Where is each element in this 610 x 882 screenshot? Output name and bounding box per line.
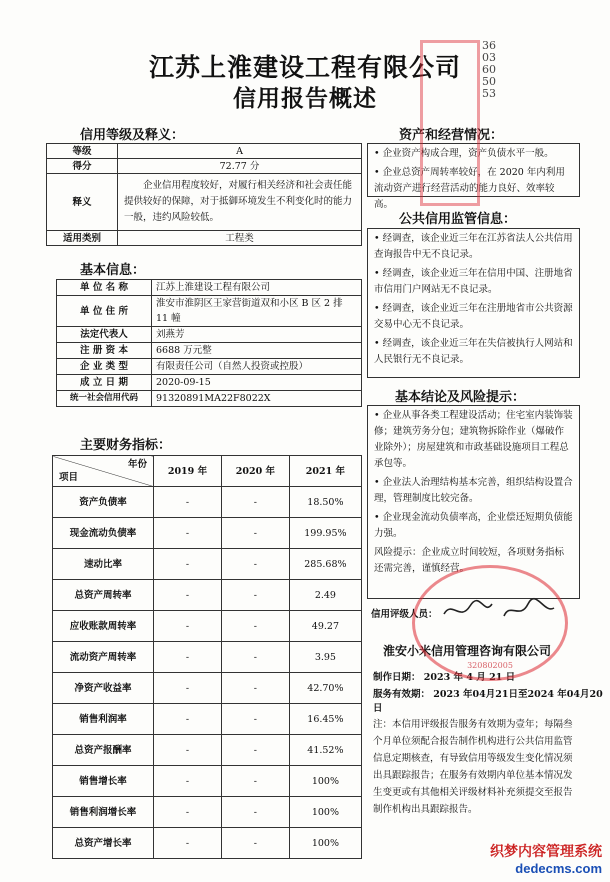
finance-header-row bbox=[53, 456, 362, 487]
category-value: 工程类 bbox=[118, 231, 362, 246]
public-item: • 经调查，该企业近三年在江苏省法人公共信用查询报告中无不良记录。 bbox=[374, 233, 573, 260]
value-2019: - bbox=[154, 487, 222, 518]
risk-note: 风险提示：企业成立时间较短，各项财务指标还需完善，谨慎经营。 bbox=[374, 547, 565, 574]
public-section-title: 公共信用监管信息： bbox=[399, 212, 517, 227]
value-2021: 100% bbox=[289, 797, 361, 828]
value-2021: 100% bbox=[289, 766, 361, 797]
metric-name: 销售利润增长率 bbox=[53, 797, 154, 828]
seal-code: 320802005 bbox=[467, 661, 513, 670]
value-2019: - bbox=[154, 766, 222, 797]
finance-table bbox=[52, 455, 362, 859]
value-2020: - bbox=[221, 797, 289, 828]
table-row bbox=[53, 611, 362, 642]
metric-name: 总资产增长率 bbox=[53, 828, 154, 859]
basic-value: 6688 万元整 bbox=[152, 343, 362, 359]
table-row bbox=[53, 828, 362, 859]
table-row bbox=[53, 766, 362, 797]
table-row bbox=[53, 580, 362, 611]
basic-value: 2020-09-15 bbox=[152, 375, 362, 391]
value-2019: - bbox=[154, 642, 222, 673]
value-2020: - bbox=[221, 673, 289, 704]
year-header: 2021 年 bbox=[289, 456, 361, 487]
basic-label: 统一社会信用代码 bbox=[57, 391, 152, 407]
value-2021: 49.27 bbox=[289, 611, 361, 642]
score-value: 72.77 分 bbox=[118, 159, 362, 174]
conclusion-item: • 企业从事各类工程建设活动；住宅室内装饰装修；建筑劳务分包；建筑物拆除作业（爆破作业除外）；房屋建筑和市政基础设施项目工程总承包等。 bbox=[374, 410, 573, 469]
value-2021: 199.95% bbox=[289, 518, 361, 549]
watermark-line1: 织梦内容管理系统 bbox=[490, 843, 602, 859]
conclusion-item: • 企业现金流动负债率高，企业偿还短期负债能力强。 bbox=[374, 512, 573, 539]
watermark bbox=[490, 841, 602, 876]
basic-row bbox=[57, 327, 362, 343]
table-row bbox=[53, 518, 362, 549]
service-note: 注：本信用评级报告服务有效期为壹年；每隔叁个月单位须配合报告制作机构进行公共信用监管信息定期核查，有导致信用等级发生变化情况须出具跟踪报告；在服务有效期内单位基本情况发生变更或有其他相关评级材料补充须提交至报告制作机构出具跟踪报告。 bbox=[373, 719, 573, 815]
value-2021: 18.50% bbox=[289, 487, 361, 518]
score-row bbox=[47, 159, 362, 174]
metric-name: 速动比率 bbox=[53, 549, 154, 580]
basic-label: 单 位 住 所 bbox=[57, 296, 152, 327]
value-2020: - bbox=[221, 766, 289, 797]
public-item: • 经调查，该企业近三年在注册地省市公共资源交易中心无不良记录。 bbox=[374, 303, 573, 330]
service-period: 服务有效期： 2023 年04月21日至2024 年04月20日 bbox=[373, 689, 603, 714]
vertical-stamp bbox=[420, 40, 480, 206]
basic-row bbox=[57, 359, 362, 375]
value-2019: - bbox=[154, 797, 222, 828]
meaning-row bbox=[47, 174, 362, 231]
agency-name: 淮安小米信用管理咨询有限公司 bbox=[383, 644, 552, 658]
meaning-value: 企业信用程度较好，对履行相关经济和社会责任能提供较好的保障，对于抵御环境发生不利变化时的能力一般，违约风险较低。 bbox=[118, 174, 362, 231]
value-2021: 42.70% bbox=[289, 673, 361, 704]
metric-name: 总资产周转率 bbox=[53, 580, 154, 611]
basic-section-title: 基本信息： bbox=[80, 263, 146, 278]
value-2020: - bbox=[221, 611, 289, 642]
basic-info-table bbox=[56, 279, 362, 407]
value-2019: - bbox=[154, 735, 222, 766]
table-row bbox=[53, 673, 362, 704]
grade-row bbox=[47, 144, 362, 159]
score-label: 得分 bbox=[47, 159, 118, 174]
value-2020: - bbox=[221, 518, 289, 549]
basic-value: 91320891MA22F8022X bbox=[152, 391, 362, 407]
table-row bbox=[53, 642, 362, 673]
basic-label: 企 业 类 型 bbox=[57, 359, 152, 375]
finance-header-corner bbox=[53, 456, 154, 487]
finance-section-title: 主要财务指标： bbox=[80, 438, 172, 453]
basic-value: 淮安市淮阴区王家营街道双和小区 B 区 2 排 11 幢 bbox=[152, 296, 362, 327]
basic-label: 成 立 日 期 bbox=[57, 375, 152, 391]
report-title: 信用报告概述 bbox=[233, 85, 377, 112]
assets-item: • 企业资产构成合理，资产负债水平一般。 bbox=[374, 148, 554, 159]
header-item-label: 项目 bbox=[59, 472, 79, 483]
value-2019: - bbox=[154, 828, 222, 859]
metric-name: 净资产收益率 bbox=[53, 673, 154, 704]
value-2019: - bbox=[154, 518, 222, 549]
metric-name: 流动资产周转率 bbox=[53, 642, 154, 673]
metric-name: 现金流动负债率 bbox=[53, 518, 154, 549]
basic-row bbox=[57, 343, 362, 359]
value-2021: 285.68% bbox=[289, 549, 361, 580]
table-row bbox=[53, 735, 362, 766]
value-2021: 16.45% bbox=[289, 704, 361, 735]
table-row bbox=[53, 487, 362, 518]
meaning-label: 释义 bbox=[47, 174, 118, 231]
table-row bbox=[53, 797, 362, 828]
header-year-label: 年份 bbox=[127, 459, 147, 470]
grade-value: A bbox=[118, 144, 362, 159]
basic-value: 刘燕芳 bbox=[152, 327, 362, 343]
stamp-number: 3603605053 bbox=[482, 39, 496, 100]
rater-label: 信用评级人员： bbox=[371, 609, 438, 620]
basic-row bbox=[57, 280, 362, 296]
value-2019: - bbox=[154, 704, 222, 735]
year-header: 2019 年 bbox=[154, 456, 222, 487]
value-2019: - bbox=[154, 673, 222, 704]
value-2020: - bbox=[221, 704, 289, 735]
finance-body bbox=[53, 487, 362, 859]
public-item: • 经调查，该企业近三年在失信被执行人网站和人民银行无不良记录。 bbox=[374, 338, 573, 365]
metric-name: 总资产报酬率 bbox=[53, 735, 154, 766]
grade-section-title: 信用等级及释义： bbox=[80, 128, 185, 143]
value-2020: - bbox=[221, 487, 289, 518]
metric-name: 应收账款周转率 bbox=[53, 611, 154, 642]
value-2021: 41.52% bbox=[289, 735, 361, 766]
conclusion-section-title: 基本结论及风险提示： bbox=[395, 390, 526, 405]
company-seal bbox=[412, 565, 568, 681]
metric-name: 销售利润率 bbox=[53, 704, 154, 735]
basic-value: 江苏上淮建设工程有限公司 bbox=[152, 280, 362, 296]
assets-section-title: 资产和经营情况： bbox=[399, 128, 504, 143]
basic-row bbox=[57, 375, 362, 391]
year-header: 2020 年 bbox=[221, 456, 289, 487]
value-2020: - bbox=[221, 642, 289, 673]
basic-row bbox=[57, 391, 362, 407]
category-row bbox=[47, 231, 362, 246]
assets-item: • 企业总资产周转率较好，在 2020 年内利用流动资产进行经营活动的能力良好、效率较高。 bbox=[374, 167, 565, 210]
grade-table bbox=[46, 143, 362, 246]
value-2019: - bbox=[154, 611, 222, 642]
grade-label: 等级 bbox=[47, 144, 118, 159]
basic-label: 注 册 资 本 bbox=[57, 343, 152, 359]
company-title: 江苏上淮建设工程有限公司 bbox=[148, 53, 461, 82]
public-item: • 经调查，该企业近三年在信用中国、注册地省市信用门户网站无不良记录。 bbox=[374, 268, 573, 295]
watermark-line2: dedecms.com bbox=[515, 861, 602, 876]
basic-row bbox=[57, 296, 362, 327]
value-2019: - bbox=[154, 549, 222, 580]
value-2019: - bbox=[154, 580, 222, 611]
table-row bbox=[53, 704, 362, 735]
category-label: 适用类别 bbox=[47, 231, 118, 246]
conclusion-item: • 企业法人治理结构基本完善，组织结构设置合理，管理制度比较完备。 bbox=[374, 477, 573, 504]
metric-name: 资产负债率 bbox=[53, 487, 154, 518]
basic-label: 法定代表人 bbox=[57, 327, 152, 343]
value-2020: - bbox=[221, 580, 289, 611]
value-2021: 100% bbox=[289, 828, 361, 859]
metric-name: 销售增长率 bbox=[53, 766, 154, 797]
value-2020: - bbox=[221, 735, 289, 766]
value-2021: 2.49 bbox=[289, 580, 361, 611]
basic-label: 单 位 名 称 bbox=[57, 280, 152, 296]
public-box bbox=[367, 228, 580, 378]
value-2020: - bbox=[221, 549, 289, 580]
table-row bbox=[53, 549, 362, 580]
basic-value: 有限责任公司（自然人投资或控股） bbox=[152, 359, 362, 375]
made-date: 制作日期： 2023 年 4 月 21 日 bbox=[373, 672, 516, 683]
value-2020: - bbox=[221, 828, 289, 859]
value-2021: 3.95 bbox=[289, 642, 361, 673]
